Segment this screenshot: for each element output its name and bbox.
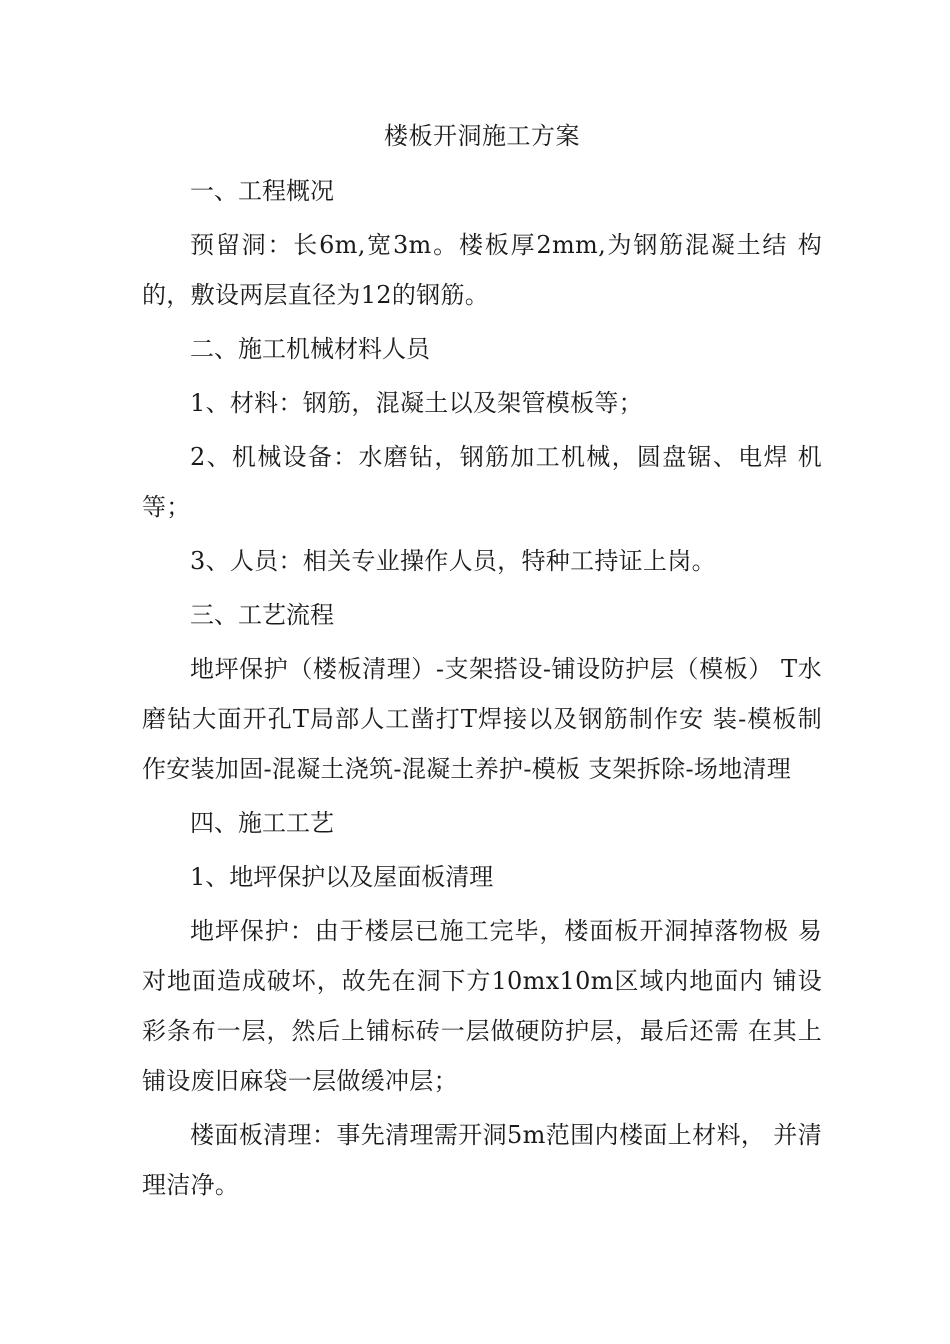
section-heading-technique: 四、施工工艺 — [190, 809, 334, 837]
paragraph-process-flow: 地坪保护（楼板清理）-支架搭设-铺设防护层（模板） T水磨钻大面开孔T局部人工凿打T焊接以及钢筋制作安 装-模板制作安装加固-混凝土浇筑-混凝土养护-模板 支架拆除-场地清理 — [142, 655, 822, 783]
paragraph-slab-cleaning: 楼面板清理：事先清理需开洞5m范围内楼面上材料， 并清理洁净。 — [142, 1121, 822, 1199]
paragraph-personnel: 3、人员：相关专业操作人员，特种工持证上岗。 — [190, 547, 716, 575]
paragraph-overview-body: 预留洞：长6m,宽3m。楼板厚2mm,为钢筋混凝土结 构的，敷设两层直径为12的钢筋。 — [142, 231, 822, 309]
subsection-heading-floor-protection: 1、地坪保护以及屋面板清理 — [190, 863, 494, 891]
section-heading-overview: 一、工程概况 — [190, 177, 334, 205]
document-page — [142, 112, 822, 1210]
document-title: 楼板开洞施工方案 — [384, 122, 580, 150]
paragraph-floor-protection: 地坪保护：由于楼层已施工完毕，楼面板开洞掉落物极 易对地面造成破坏，故先在洞下方10mx10m区域内地面内 铺设彩条布一层，然后上铺标砖一层做硬防护层，最后还需 在其上铺设废旧麻袋一层做缓冲层； — [142, 917, 822, 1095]
paragraph-materials: 1、材料：钢筋，混凝土以及架管模板等； — [190, 389, 643, 417]
paragraph-equipment: 2、机械设备：水磨钻，钢筋加工机械，圆盘锯、电焊 机等； — [142, 443, 822, 521]
section-heading-process: 三、工艺流程 — [190, 601, 334, 629]
section-heading-machinery: 二、施工机械材料人员 — [190, 335, 430, 363]
